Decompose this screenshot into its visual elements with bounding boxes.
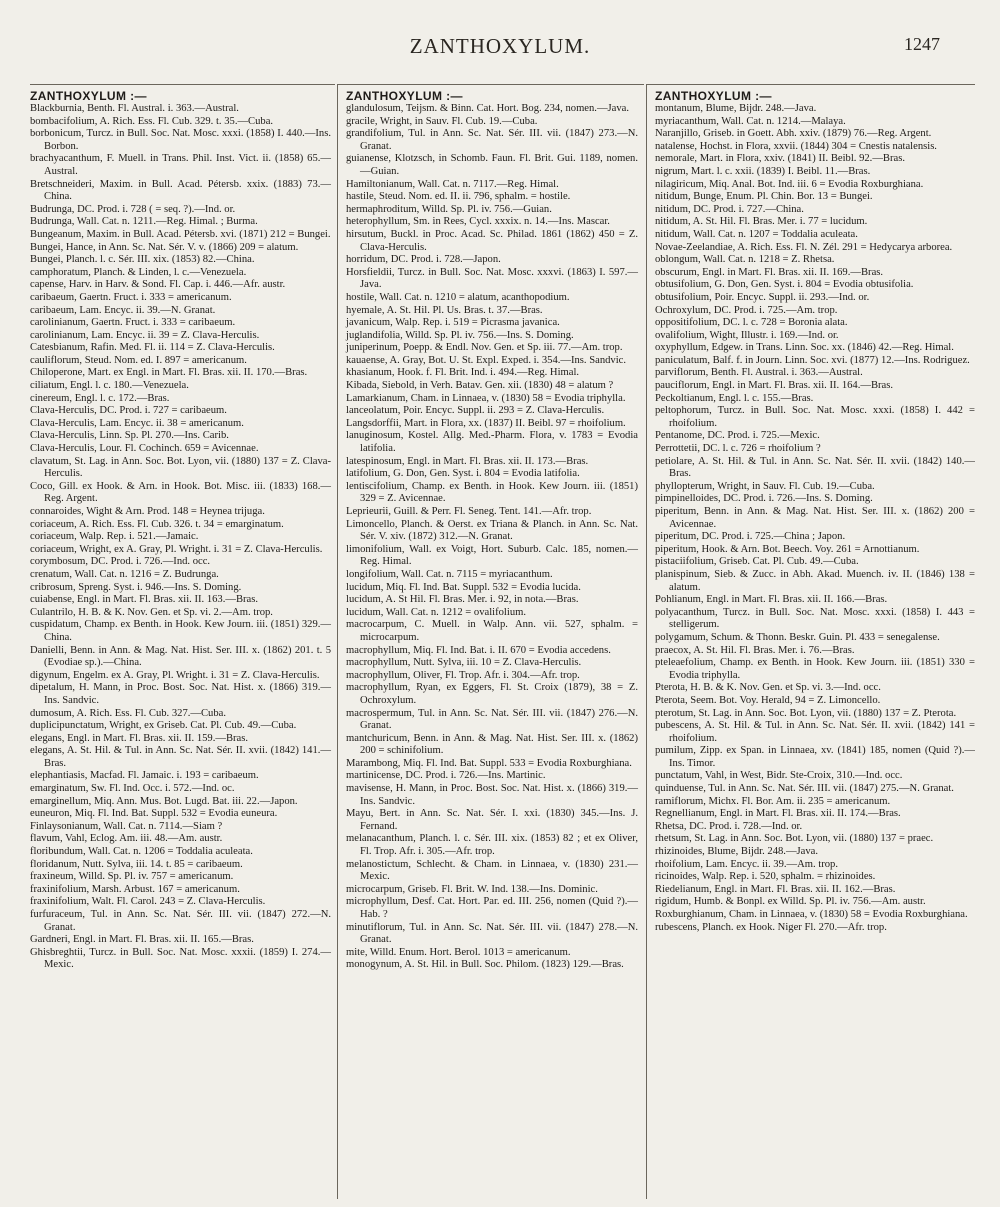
index-entry: pterotum, St. Lag. in Ann. Soc. Bot. Lyon, vii. (1880) 137 = Z. Pterota. [655, 707, 957, 719]
index-entry: Coco, Gill. ex Hook. & Arn. in Hook. Bot. Misc. iii. (1833) 168.—Reg. Argent. [30, 480, 331, 505]
index-entry: minutiflorum, Tul. in Ann. Sc. Nat. Sér. III. vii. (1847) 278.—N. Granat. [346, 921, 638, 946]
index-entry: Regnellianum, Engl. in Mart. Fl. Bras. xii. II. 174.—Bras. [655, 808, 901, 820]
index-entry: elephantiasis, Macfad. Fl. Jamaic. i. 193 = caribaeum. [30, 770, 259, 782]
index-entry: pumilum, Zipp. ex Span. in Linnaea, xv. (1841) 185, nomen (Quid ?).—Ins. Timor. [655, 745, 975, 769]
index-entry: carolinianum, Gaertn. Fruct. i. 333 = caribaeum. [30, 317, 236, 329]
index-entry: connaroides, Wight & Arn. Prod. 148 = Heynea trijuga. [30, 506, 265, 517]
index-entry: guianense, Klotzsch, in Schomb. Faun. Fl. Brit. Gui. 1189, nomen.—Guian. [346, 153, 638, 177]
index-entry: nitidum, Wall. Cat. n. 1207 = Toddalia aculeata. [655, 228, 858, 240]
entry-list [346, 103, 638, 972]
index-entry: Leprieurii, Guill. & Perr. Fl. Seneg. Tent. 141.—Afr. trop. [346, 506, 592, 517]
index-entry: macrophyllum, Nutt. Sylva, iii. 10 = Z. Clava-Herculis. [346, 657, 582, 669]
index-entry: pteleaefolium, Champ. ex Benth. in Hook. Kew Journ. iii. (1851) 330 = Evodia triphylla. [655, 657, 975, 681]
index-entry: floribundum, Wall. Cat. n. 1206 = Toddalia aculeata. [30, 846, 253, 858]
index-entry: borbonicum, Turcz. in Bull. Soc. Nat. Mosc. xxxi. (1858) I. 440.—Ins. Borbon. [30, 128, 331, 152]
index-entry: hirsutum, Buckl. in Proc. Acad. Sc. Philad. 1861 (1862) 450 = Z. Clava-Herculis. [346, 228, 638, 253]
index-entry: cauliflorum, Steud. Nom. ed. I. 897 = americanum. [30, 354, 247, 366]
index-entry: microphyllum, Desf. Cat. Hort. Par. ed. III. 256, nomen (Quid ?).—Hab. ? [346, 896, 638, 920]
index-entry: Hamiltonianum, Wall. Cat. n. 7117.—Reg. Himal. [346, 178, 559, 190]
index-entry: ricinoides, Walp. Rep. i. 520, sphalm. = rhizinoides. [655, 871, 876, 883]
index-entry: mantchuricum, Benn. in Ann. & Mag. Nat. Hist. Ser. III. x. (1862) 200 = schinifolium. [346, 732, 638, 757]
index-entry: elegans, A. St. Hil. & Tul. in Ann. Sc. Nat. Sér. II. xvii. (1842) 141.—Bras. [30, 745, 331, 769]
index-entry: emarginatum, Sw. Fl. Ind. Occ. i. 572.—Ind. oc. [30, 783, 235, 795]
index-entry: nilagiricum, Miq. Anal. Bot. Ind. iii. 6 = Evodia Roxburghiana. [655, 178, 924, 190]
index-entry: ovalifolium, Wight, Illustr. i. 169.—Ind. or. [655, 329, 839, 341]
index-entry: piperitum, Hook. & Arn. Bot. Beech. Voy. 261 = Arnottianum. [655, 543, 920, 555]
index-entry: piperitum, Benn. in Ann. & Mag. Nat. Hist. Ser. III. x. (1862) 200 = Avicennae. [655, 506, 975, 530]
index-entry: Naranjillo, Griseb. in Goett. Abh. xxiv. (1879) 76.—Reg. Argent. [655, 128, 932, 140]
index-entry: digynum, Engelm. ex A. Gray, Pl. Wright. i. 31 = Z. Clava-Herculis. [30, 669, 320, 681]
column-1 [30, 84, 335, 1199]
index-entry: javanicum, Walp. Rep. i. 519 = Picrasma javanica. [346, 317, 560, 329]
index-entry: dumosum, A. Rich. Ess. Fl. Cub. 327.—Cuba. [30, 707, 226, 719]
index-entry: hyemale, A. St. Hil. Pl. Us. Bras. t. 37.—Bras. [346, 304, 543, 316]
column-3 [646, 84, 975, 1199]
index-entry: hastile, Steud. Nom. ed. II. ii. 796, sphalm. = hostile. [346, 191, 571, 203]
index-entry: lucidum, A. St Hil. Fl. Bras. Mer. i. 92, in nota.—Bras. [346, 594, 579, 606]
index-entry: monogynum, A. St. Hil. in Bull. Soc. Philom. (1823) 129.—Bras. [346, 959, 624, 971]
index-entry: myriacanthum, Wall. Cat. n. 1214.—Malaya. [655, 115, 846, 127]
column-heading: ZANTHOXYLUM :— [30, 89, 147, 103]
index-entry: Clava-Herculis, Linn. Sp. Pl. 270.—Ins. Carib. [30, 430, 229, 442]
index-entry: piperitum, DC. Prod. i. 725.—China ; Japon. [655, 531, 846, 543]
index-entry: limonifolium, Wall. ex Voigt, Hort. Suburb. Calc. 185, nomen.—Reg. Himal. [346, 543, 638, 568]
index-entry: petiolare, A. St. Hil. & Tul. in Ann. Sc. Nat. Sér. II. xvii. (1842) 140.—Bras. [655, 455, 975, 480]
index-entry: melanacanthum, Planch. l. c. Sér. III. xix. (1853) 82 ; et ex Oliver, Fl. Trop. Afr. i. 305.—Afr. trop. [346, 833, 638, 858]
index-entry: rhoifolium, Lam. Encyc. ii. 39.—Am. trop. [655, 858, 839, 870]
index-entry: Novae-Zeelandiae, A. Rich. Ess. Fl. N. Zél. 291 = Hedycarya arborea. [655, 241, 953, 253]
index-entry: nitidum, DC. Prod. i. 727.—China. [655, 203, 804, 215]
index-entry: Bretschneideri, Maxim. in Bull. Acad. Pétersb. xxix. (1883) 73.—China. [30, 178, 331, 203]
index-entry: hostile, Wall. Cat. n. 1210 = alatum, acanthopodium. [346, 291, 570, 303]
index-entry: caribaeum, Gaertn. Fruct. i. 333 = americanum. [30, 291, 232, 303]
index-entry: grandifolium, Tul. in Ann. Sc. Nat. Sér. III. vii. (1847) 273.—N. Granat. [346, 128, 638, 152]
index-entry: paniculatum, Balf. f. in Journ. Linn. Soc. xvi. (1877) 12.—Ins. Rodriguez. [655, 354, 970, 366]
entry-list [655, 103, 975, 934]
index-entry: brachyacanthum, F. Muell. in Trans. Phil. Inst. Vict. ii. (1858) 65.—Austral. [30, 153, 331, 177]
column-heading: ZANTHOXYLUM :— [346, 89, 463, 103]
index-entry: montanum, Blume, Bijdr. 248.—Java. [655, 103, 817, 114]
index-entry: Kibada, Siebold, in Verh. Batav. Gen. xii. (1830) 48 = alatum ? [346, 380, 614, 392]
column-2 [337, 84, 644, 1199]
index-entry: pubescens, A. St. Hil. & Tul. in Ann. Sc. Nat. Sér. II. xvii. (1842) 141 = rhoifolium. [655, 720, 975, 744]
index-entry: lentiscifolium, Champ. ex Benth. in Hook. Kew Journ. iii. (1851) 329 = Z. Avicennae. [346, 480, 638, 505]
index-entry: quinduense, Tul. in Ann. Sc. Nat. Sér. III. vii. (1847) 275.—N. Granat. [655, 783, 954, 795]
index-entry: kauaense, A. Gray, Bot. U. St. Expl. Exped. i. 354.—Ins. Sandvic. [346, 354, 627, 366]
index-entry: Lamarkianum, Cham. in Linnaea, v. (1830) 58 = Evodia triphylla. [346, 392, 626, 404]
index-entry: euneuron, Miq. Fl. Ind. Bat. Suppl. 532 = Evodia euneura. [30, 808, 278, 820]
index-entry: macrospermum, Tul. in Ann. Sc. Nat. Sér. III. vii. (1847) 276.—N. Granat. [346, 707, 638, 732]
index-entry: coriaceum, Wright, ex A. Gray, Pl. Wright. i. 31 = Z. Clava-Herculis. [30, 543, 323, 555]
index-entry: Pterota, H. B. & K. Nov. Gen. et Sp. vi. 3.—Ind. occ. [655, 682, 881, 694]
index-entry: Clava-Herculis, DC. Prod. i. 727 = caribaeum. [30, 405, 227, 417]
index-entry: obtusifolium, G. Don, Gen. Syst. i. 804 = Evodia obtusifolia. [655, 279, 914, 291]
index-entry: khasianum, Hook. f. Fl. Brit. Ind. i. 494.—Reg. Himal. [346, 367, 580, 379]
index-entry: clavatum, St. Lag. in Ann. Soc. Bot. Lyon, vii. (1880) 137 = Z. Clava-Herculis. [30, 455, 331, 480]
index-entry: macrophyllum, Ryan, ex Eggers, Fl. St. Croix (1879), 38 = Z. Ochroxylum. [346, 682, 638, 706]
index-entry: Clava-Herculis, Lam. Encyc. ii. 38 = americanum. [30, 417, 244, 429]
index-entry: mite, Willd. Enum. Hort. Berol. 1013 = americanum. [346, 946, 571, 958]
index-entry: coriaceum, Walp. Rep. i. 521.—Jamaic. [30, 531, 199, 543]
index-entry: nitidum, Bunge, Enum. Pl. Chin. Bor. 13 = Bungei. [655, 191, 873, 203]
index-entry: lucidum, Wall. Cat. n. 1212 = ovalifolium. [346, 606, 527, 618]
index-entry: lucidum, Miq. Fl. Ind. Bat. Suppl. 532 = Evodia lucida. [346, 581, 581, 593]
column-heading: ZANTHOXYLUM :— [655, 89, 772, 103]
index-entry: ramiflorum, Michx. Fl. Bor. Am. ii. 235 = americanum. [655, 795, 891, 807]
index-entry: Langsdorffii, Mart. in Flora, xx. (1837) II. Beibl. 97 = rhoifolium. [346, 417, 626, 429]
index-entry: latifolium, G. Don, Gen. Syst. i. 804 = Evodia latifolia. [346, 468, 580, 480]
index-entry: martinicense, DC. Prod. i. 726.—Ins. Martinic. [346, 770, 546, 782]
index-entry: melanostictum, Schlecht. & Cham. in Linnaea, v. (1830) 231.—Mexic. [346, 858, 638, 883]
index-entry: fraxinifolium, Walt. Fl. Carol. 243 = Z. Clava-Herculis. [30, 896, 266, 908]
index-entry: corymbosum, DC. Prod. i. 726.—Ind. occ. [30, 556, 211, 568]
index-entry: Peckoltianum, Engl. l. c. 155.—Bras. [655, 392, 814, 404]
index-entry: lanceolatum, Poir. Encyc. Suppl. ii. 293 = Z. Clava-Herculis. [346, 405, 605, 417]
index-entry: rubescens, Planch. ex Hook. Niger Fl. 270.—Afr. trop. [655, 921, 887, 933]
index-entry: hermaphroditum, Willd. Sp. Pl. iv. 756.—Guian. [346, 203, 552, 215]
index-entry: camphoratum, Planch. & Linden, l. c.—Venezuela. [30, 266, 247, 278]
index-entry: Limoncello, Planch. & Oerst. ex Triana & Planch. in Ann. Sc. Nat. Sér. V. xiv. (1872) 312.—N. Granat. [346, 518, 638, 543]
index-entry: caribaeum, Lam. Encyc. ii. 39.—N. Granat. [30, 304, 216, 316]
index-entry: nitidum, A. St. Hil. Fl. Bras. Mer. i. 77 = lucidum. [655, 216, 868, 228]
index-entry: Roxburghianum, Cham. in Linnaea, v. (1830) 58 = Evodia Roxburghiana. [655, 909, 968, 920]
index-entry: gracile, Wright, in Sauv. Fl. Cub. 19.—Cuba. [346, 115, 538, 127]
index-entry: Horsfieldii, Turcz. in Bull. Soc. Nat. Mosc. xxxvi. (1863) I. 597.—Java. [346, 266, 638, 291]
index-entry: lanuginosum, Kostel. Allg. Med.-Pharm. Flora, v. 1783 = Evodia latifolia. [346, 430, 638, 455]
index-entry: horridum, DC. Prod. i. 728.—Japon. [346, 254, 501, 266]
index-entry: flavum, Vahl, Eclog. Am. iii. 48.—Am. austr. [30, 833, 223, 845]
entry-list [30, 103, 331, 972]
index-entry: Budrunga, Wall. Cat. n. 1211.—Reg. Himal. ; Burma. [30, 216, 258, 228]
page-number: 1247 [904, 34, 940, 54]
index-entry: Rhetsa, DC. Prod. i. 728.—Ind. or. [655, 820, 803, 832]
index-entry: peltophorum, Turcz. in Bull. Soc. Nat. Mosc. xxxi. (1858) I. 442 = rhoifolium. [655, 405, 975, 429]
index-entry: Perrottetii, DC. l. c. 726 = rhoifolium ? [655, 443, 821, 455]
index-entry: Budrunga, DC. Prod. i. 728 ( = seq. ?).—Ind. or. [30, 203, 236, 215]
index-entry: oppositifolium, DC. l. c. 728 = Boronia alata. [655, 317, 848, 329]
index-entry: furfuraceum, Tul. in Ann. Sc. Nat. Sér. III. vii. (1847) 272.—N. Granat. [30, 909, 331, 933]
index-entry: Bungei, Hance, in Ann. Sc. Nat. Sér. V. v. (1866) 209 = alatum. [30, 241, 299, 253]
index-entry: nigrum, Mart. l. c. xxii. (1839) I. Beibl. 11.—Bras. [655, 165, 871, 177]
index-entry: floridanum, Nutt. Sylva, iii. 14. t. 85 = caribaeum. [30, 858, 243, 870]
index-entry: obscurum, Engl. in Mart. Fl. Bras. xii. II. 169.—Bras. [655, 266, 884, 278]
index-entry: emarginellum, Miq. Ann. Mus. Bot. Lugd. Bat. iii. 22.—Japon. [30, 795, 298, 807]
index-entry: Riedelianum, Engl. in Mart. Fl. Bras. xii. II. 162.—Bras. [655, 883, 896, 895]
index-entry: cuiabense, Engl. in Mart. Fl. Bras. xii. II. 163.—Bras. [30, 594, 259, 606]
index-entry: Culantrilo, H. B. & K. Nov. Gen. et Sp. vi. 2.—Am. trop. [30, 606, 273, 618]
page-header [0, 34, 1000, 66]
index-entry: Bungei, Planch. l. c. Sér. III. xix. (1853) 82.—China. [30, 254, 255, 266]
index-entry: ciliatum, Engl. l. c. 180.—Venezuela. [30, 380, 189, 392]
index-entry: rigidum, Humb. & Bonpl. ex Willd. Sp. Pl. iv. 756.—Am. austr. [655, 896, 926, 908]
index-entry: Pohlianum, Engl. in Mart. Fl. Bras. xii. II. 166.—Bras. [655, 594, 888, 606]
index-entry: pistaciifolium, Griseb. Cat. Pl. Cub. 49.—Cuba. [655, 556, 859, 568]
index-entry: glandulosum, Teijsm. & Binn. Cat. Hort. Bog. 234, nomen.—Java. [346, 103, 630, 114]
index-entry: microcarpum, Griseb. Fl. Brit. W. Ind. 138.—Ins. Dominic. [346, 883, 598, 895]
index-entry: planispinum, Sieb. & Zucc. in Abh. Akad. Muench. iv. II. (1846) 138 = alatum. [655, 568, 975, 593]
index-entry: elegans, Engl. in Mart. Fl. Bras. xii. II. 159.—Bras. [30, 732, 249, 744]
index-entry: cuspidatum, Champ. ex Benth. in Hook. Kew Journ. iii. (1851) 329.—China. [30, 619, 331, 643]
index-entry: obtusifolium, Poir. Encyc. Suppl. ii. 293.—Ind. or. [655, 291, 870, 303]
index-entry: punctatum, Vahl, in West, Bidr. Ste-Croix, 310.—Ind. occ. [655, 770, 903, 782]
index-entry: duplicipunctatum, Wright, ex Griseb. Cat. Pl. Cub. 49.—Cuba. [30, 720, 297, 732]
index-entry: oblongum, Wall. Cat. n. 1218 = Z. Rhetsa. [655, 254, 835, 266]
index-entry: juglandifolia, Willd. Sp. Pl. iv. 756.—Ins. S. Doming. [346, 329, 574, 341]
index-entry: fraxineum, Willd. Sp. Pl. iv. 757 = americanum. [30, 871, 234, 883]
index-entry: Marambong, Miq. Fl. Ind. Bat. Suppl. 533 = Evodia Roxburghiana. [346, 757, 632, 769]
index-entry: parviflorum, Benth. Fl. Austral. i. 363.—Austral. [655, 367, 863, 379]
index-entry: macrocarpum, C. Muell. in Walp. Ann. vii. 527, sphalm. = microcarpum. [346, 619, 638, 643]
index-entry: heterophyllum, Sm. in Rees, Cycl. xxxix. n. 14.—Ins. Mascar. [346, 216, 610, 228]
index-entry: carolinianum, Lam. Encyc. ii. 39 = Z. Clava-Herculis. [30, 329, 260, 341]
index-entry: phyllopterum, Wright, in Sauv. Fl. Cub. 19.—Cuba. [655, 480, 875, 492]
index-entry: Gardneri, Engl. in Mart. Fl. Bras. xii. II. 165.—Bras. [30, 934, 254, 946]
index-entry: rhizinoides, Blume, Bijdr. 248.—Java. [655, 846, 819, 858]
index-entry: fraxinifolium, Marsh. Arbust. 167 = americanum. [30, 883, 240, 895]
index-entry: capense, Harv. in Harv. & Sond. Fl. Cap. i. 446.—Afr. austr. [30, 279, 286, 291]
index-entry: polyacanthum, Turcz. in Bull. Soc. Nat. Mosc. xxxi. (1858) I. 443 = stelligerum. [655, 606, 975, 631]
index-entry: coriaceum, A. Rich. Ess. Fl. Cub. 326. t. 34 = emarginatum. [30, 518, 284, 530]
index-entry: longifolium, Wall. Cat. n. 7115 = myriacanthum. [346, 568, 553, 580]
index-entry: Mayu, Bert. in Ann. Sc. Nat. Sér. I. xxi. (1830) 345.—Ins. J. Fernand. [346, 808, 638, 832]
index-entry: cinereum, Engl. l. c. 172.—Bras. [30, 392, 170, 404]
index-entry: Bungeanum, Maxim. in Bull. Acad. Pétersb. xvi. (1871) 212 = Bungei. [30, 228, 331, 240]
index-entry: polygamum, Schum. & Thonn. Beskr. Guin. Pl. 433 = senegalense. [655, 631, 940, 643]
index-entry: Finlaysonianum, Wall. Cat. n. 7114.—Siam ? [30, 820, 223, 832]
index-entry: nemorale, Mart. in Flora, xxiv. (1841) II. Beibl. 92.—Bras. [655, 153, 905, 165]
index-entry: juniperinum, Poepp. & Endl. Nov. Gen. et Sp. iii. 77.—Am. trop. [346, 342, 623, 354]
index-entry: Pterota, Seem. Bot. Voy. Herald, 94 = Z. Limoncello. [655, 694, 881, 706]
index-entry: praecox, A. St. Hil. Fl. Bras. Mer. i. 76.—Bras. [655, 644, 855, 656]
index-entry: crenatum, Wall. Cat. n. 1216 = Z. Budrunga. [30, 568, 219, 580]
running-title: ZANTHOXYLUM. [409, 34, 591, 58]
index-entry: Pentanome, DC. Prod. i. 725.—Mexic. [655, 430, 820, 442]
index-entry: cribrosum, Spreng. Syst. i. 946.—Ins. S. Doming. [30, 581, 242, 593]
index-entry: natalense, Hochst. in Flora, xxvii. (1844) 304 = Cnestis natalensis. [655, 140, 937, 152]
index-entry: Ghisbreghtii, Turcz. in Bull. Soc. Nat. Mosc. xxxii. (1859) I. 274.—Mexic. [30, 946, 331, 971]
index-entry: Catesbianum, Rafin. Med. Fl. ii. 114 = Z. Clava-Herculis. [30, 342, 275, 354]
index-entry: dipetalum, H. Mann, in Proc. Bost. Soc. Nat. Hist. x. (1866) 319.—Ins. Sandvic. [30, 682, 331, 706]
index-entry: mavisense, H. Mann, in Proc. Bost. Soc. Nat. Hist. x. (1866) 319.—Ins. Sandvic. [346, 783, 638, 807]
index-entry: pauciflorum, Engl. in Mart. Fl. Bras. xii. II. 164.—Bras. [655, 380, 894, 392]
index-entry: latespinosum, Engl. in Mart. Fl. Bras. xii. II. 173.—Bras. [346, 455, 589, 467]
index-entry: macrophyllum, Miq. Fl. Ind. Bat. i. II. 670 = Evodia accedens. [346, 644, 611, 656]
index-entry: rhetsum, St. Lag. in Ann. Soc. Bot. Lyon, vii. (1880) 137 = praec. [655, 833, 934, 845]
index-entry: Blackburnia, Benth. Fl. Austral. i. 363.—Austral. [30, 103, 239, 114]
index-entry: oxyphyllum, Edgew. in Trans. Linn. Soc. xx. (1846) 42.—Reg. Himal. [655, 342, 954, 354]
index-entry: Clava-Herculis, Lour. Fl. Cochinch. 659 = Avicennae. [30, 443, 259, 455]
index-entry: macrophyllum, Oliver, Fl. Trop. Afr. i. 304.—Afr. trop. [346, 669, 580, 681]
index-entry: pimpinelloides, DC. Prod. i. 726.—Ins. S. Doming. [655, 493, 873, 505]
index-entry: Ochroxylum, DC. Prod. i. 725.—Am. trop. [655, 304, 838, 316]
index-columns [30, 84, 975, 1199]
index-entry: Chiloperone, Mart. ex Engl. in Mart. Fl. Bras. xii. II. 170.—Bras. [30, 367, 308, 379]
index-entry: bombacifolium, A. Rich. Ess. Fl. Cub. 329. t. 35.—Cuba. [30, 115, 274, 127]
index-entry: Danielli, Benn. in Ann. & Mag. Nat. Hist. Ser. III. x. (1862) 201. t. 5 (Evodiae sp.).—China. [30, 644, 331, 669]
